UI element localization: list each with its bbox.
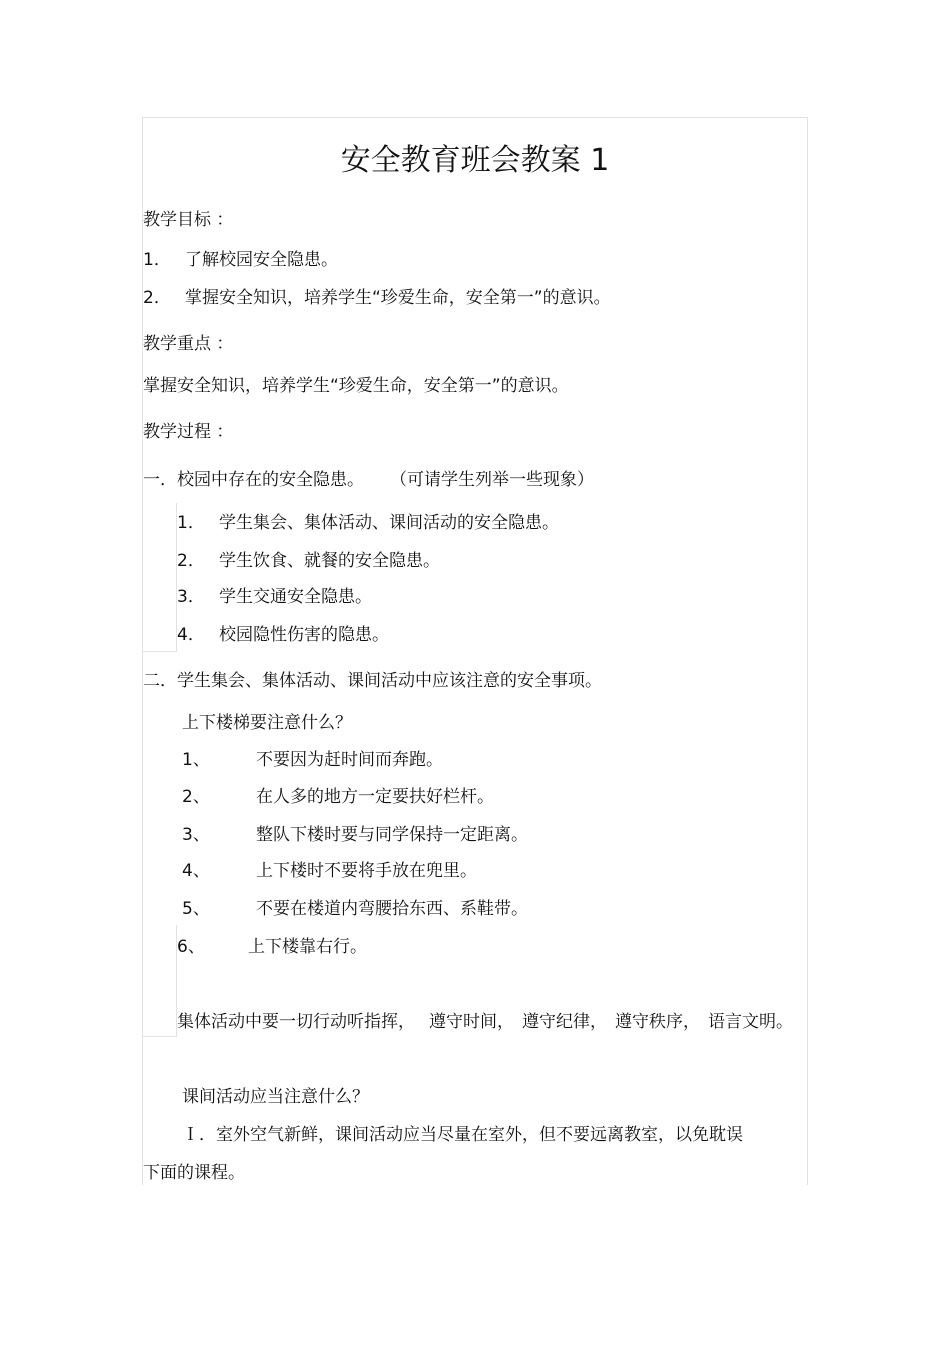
document-title: 安全教育班会教案 1	[340, 143, 610, 178]
objective-text: 了解校园安全隐患。	[185, 250, 338, 270]
stairs-number: 2、	[182, 787, 210, 807]
objective-item	[143, 288, 611, 308]
hazard-number: 1．	[177, 513, 205, 533]
break-item-line2: 下面的课程。	[143, 1163, 245, 1183]
group-activity-line	[177, 1012, 793, 1032]
group-activity-rule: 遵守纪律，	[522, 1012, 607, 1032]
group-activity-rule: 遵守时间，	[429, 1012, 514, 1032]
group-activity-rule: 遵守秩序，	[615, 1012, 700, 1032]
stairs-text: 在人多的地方一定要扶好栏杆。	[256, 787, 494, 807]
stairs-text: 不要在楼道内弯腰拾东西、系鞋带。	[256, 899, 528, 919]
stairs-item	[182, 750, 443, 770]
objective-number: 2．	[143, 288, 171, 308]
page-frame-right	[807, 117, 808, 1185]
break-question: 课间活动应当注意什么？	[182, 1087, 369, 1107]
section1-heading: 一．校园中存在的安全隐患。	[143, 470, 364, 490]
hazard-number: 3．	[177, 587, 205, 607]
stairs-text: 整队下楼时要与同学保持一定距离。	[256, 825, 528, 845]
stairs-item	[182, 787, 494, 807]
hazard-number: 4．	[177, 625, 205, 645]
objectives-heading: 教学目标 ：	[143, 210, 234, 230]
section1-side-box	[142, 503, 177, 652]
stairs-number: 3、	[182, 825, 210, 845]
hazard-item	[177, 551, 440, 571]
hazard-text: 学生交通安全隐患。	[219, 587, 372, 607]
group-activity-rule: 语言文明。	[708, 1012, 793, 1032]
hazard-item	[177, 513, 559, 533]
objective-number: 1．	[143, 250, 171, 270]
objective-text: 掌握安全知识，培养学生“珍爱生命，安全第一”的意识。	[185, 288, 611, 308]
hazard-number: 2．	[177, 551, 205, 571]
objective-item	[143, 250, 338, 270]
stairs-item	[182, 899, 528, 919]
hazard-item	[177, 625, 389, 645]
section2-side-box	[142, 925, 177, 1037]
section1-heading-line	[143, 470, 594, 490]
break-item-line1: Ｉ．室外空气新鲜，课间活动应当尽量在室外，但不要远离教室，以免耽误	[182, 1125, 743, 1145]
hazard-text: 学生集会、集体活动、课间活动的安全隐患。	[219, 513, 559, 533]
stairs-item	[182, 825, 528, 845]
section1-note: （可请学生列举一些现象）	[390, 470, 594, 490]
stairs-number: 4、	[182, 861, 210, 881]
hazard-text: 校园隐性伤害的隐患。	[219, 625, 389, 645]
key-points-text: 掌握安全知识，培养学生“珍爱生命，安全第一”的意识。	[143, 376, 569, 396]
stairs-number: 6、	[177, 937, 205, 957]
stairs-question: 上下楼梯要注意什么？	[182, 713, 352, 733]
stairs-text: 不要因为赶时间而奔跑。	[256, 750, 443, 770]
stairs-number: 5、	[182, 899, 210, 919]
stairs-item	[177, 937, 367, 957]
stairs-text: 上下楼时不要将手放在兜里。	[256, 861, 477, 881]
stairs-number: 1、	[182, 750, 210, 770]
key-points-heading: 教学重点 ：	[143, 334, 234, 354]
hazard-text: 学生饮食、就餐的安全隐患。	[219, 551, 440, 571]
process-heading: 教学过程 ：	[143, 422, 234, 442]
group-activity-lead: 集体活动中要一切行动听指挥，	[177, 1012, 415, 1032]
hazard-item	[177, 587, 372, 607]
page-frame-top	[142, 117, 808, 118]
stairs-text: 上下楼靠右行。	[248, 937, 367, 957]
section2-heading: 二．学生集会、集体活动、课间活动中应该注意的安全事项。	[143, 671, 602, 691]
stairs-item	[182, 861, 477, 881]
